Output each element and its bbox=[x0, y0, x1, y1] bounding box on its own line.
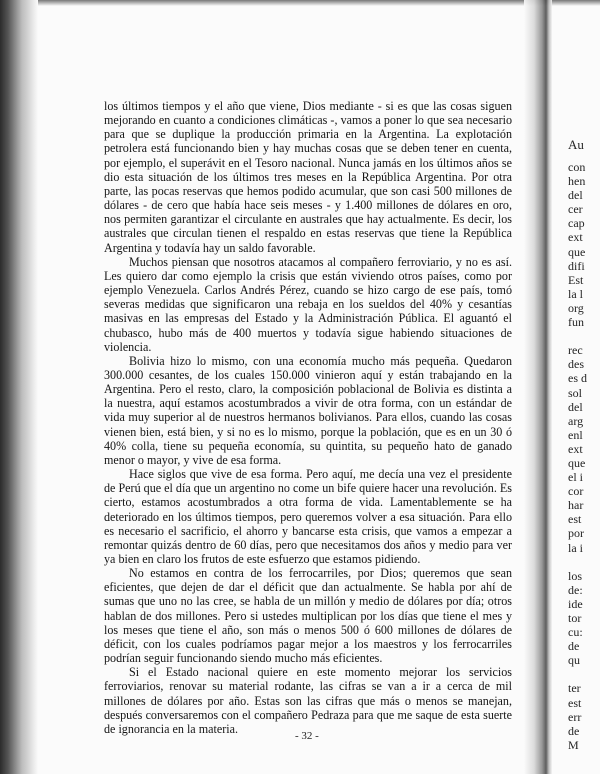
right-page-fragment: tor bbox=[568, 611, 582, 625]
right-page-fragment: cer bbox=[568, 202, 583, 217]
right-page-fragment: los bbox=[568, 568, 583, 583]
right-page-fragment: hen bbox=[568, 174, 586, 189]
right-page-fragment: con bbox=[568, 160, 586, 174]
right-page-fragment: de bbox=[568, 723, 580, 738]
right-page-fragment: enl bbox=[568, 427, 583, 442]
right-page-fragment: Au bbox=[568, 138, 584, 152]
paragraph-2: Muchos piensan que nosotros atacamos al compañero ferroviario, y no es así. Les quiero dar como ejemplo la crisis que están viviendo otros países, como por ejemplo Venezuela. Carlos Andrés Pérez, cuando se hizo cargo de ese país, tomó severas medidas que significaron una rebaja en los sueldos del 40% y cesantías masivas en las empresas del Estado y la Administración Pública. El aguantó el chubasco, hubo más de 400 muertos y todavía sigue habiendo situaciones de violencia. bbox=[104, 254, 512, 354]
paragraph-3: Bolivia hizo lo mismo, con una economía mucho más pequeña. Quedaron 300.000 cesantes, de los cuales 150.000 vinieron aquí y están trabajando en la Argentina. Pero el resto, claro, la composición poblacional de Bolivia es distinta a la nuestra, aquí estamos acostumbrados a vivir de otra forma, con un estándar de vida muy superior al de nuestros hermanos bolivianos. Para ellos, cuando las cosas vienen bien, está bien, y si no es lo mismo, porque la población, que es en un 30 ó 40% colla, tiene su pequeña economía, su quintita, su pequeño hato de ganado menor o mayor, y vive de esa forma. bbox=[104, 353, 512, 467]
right-page-fragment: cap bbox=[568, 216, 585, 231]
right-page-fragment: la l bbox=[568, 286, 583, 301]
paragraph-6: Si el Estado nacional quiere en este momento mejorar los servicios ferroviarios, renovar su material rodante, las cifras se van a ir a cerca de mil millones de dólares por año. Estas son las cifras que más o menos se manejan, después conversaremos con el compañero Pedraza para que me saque de esta suerte de ignorancia en la materia. bbox=[104, 665, 512, 736]
right-page-fragment: sol bbox=[568, 385, 583, 400]
right-page-fragment: cor bbox=[568, 484, 584, 499]
right-page-fragment: del bbox=[568, 399, 583, 414]
right-page-fragment: qu bbox=[568, 653, 580, 668]
right-page-fragment bbox=[568, 329, 600, 343]
right-page-fragment: de bbox=[568, 639, 580, 654]
right-page-fragment: Est bbox=[568, 272, 584, 287]
right-page-fragment: ext bbox=[568, 441, 583, 456]
right-page-fragment: del bbox=[568, 188, 583, 203]
right-page-edge-text bbox=[568, 138, 600, 752]
right-page-fragment: difi bbox=[568, 258, 585, 273]
right-page-fragment: err bbox=[568, 709, 582, 724]
right-page-fragment: de: bbox=[568, 582, 583, 597]
right-page-fragment: har bbox=[568, 498, 584, 513]
right-page-fragment: des bbox=[568, 357, 584, 372]
right-page-fragment: M bbox=[568, 737, 579, 752]
right-page-fragment: arg bbox=[568, 413, 584, 428]
right-page-fragment: que bbox=[568, 244, 586, 259]
right-page-fragment: fun bbox=[568, 315, 584, 330]
right-page-fragment: que bbox=[568, 455, 586, 470]
right-page-fragment: est bbox=[568, 695, 582, 710]
scan-left-edge-shadow bbox=[0, 0, 38, 774]
right-page-fragment: cu: bbox=[568, 625, 583, 640]
right-page-fragment: es d bbox=[568, 371, 587, 386]
paragraph-1: los últimos tiempos y el año que viene, Dios mediante - si es que las cosas siguen mejorando en cuanto a condiciones climáticas -, vamos a poner lo que sea necesario para que se duplique la producción primaria en la Argentina. La explotación petrolera está funcionando bien y hay muchas cosas que se deben tener en cuenta, por ejemplo, el superávit en el Tesoro nacional. Nunca jamás en los últimos años se dio esta situación de los últimos tres meses en la República Argentina. Por otra parte, las pocas reservas que hemos podido acumular, que son casi 500 millones de dólares - de cero que había hace seis meses - y 1.400 millones de dólares en oro, nos permiten garantizar el circulante en australes que hay actualmente. Es decir, los australes que circulan tienen el respaldo en estas reservas que tiene la República Argentina y todavía hay un saldo favorable. bbox=[104, 99, 512, 255]
right-page-fragment: el i bbox=[568, 470, 583, 485]
main-text-block bbox=[104, 99, 512, 736]
right-page-fragment: la i bbox=[568, 540, 583, 555]
right-page-fragment: est bbox=[568, 512, 582, 527]
right-page-fragment: rec bbox=[568, 343, 583, 358]
paragraph-4: Hace siglos que vive de esa forma. Pero aquí, me decía una vez el presidente de Perú que el día que un argentino no come un bife quiere hacer una revolución. Es cierto, estamos acostumbrados a otra forma de vida. Lamentablemente se ha deteriorado en los últimos tiempos, pero queremos volver a esa situación. Para ello es necesario el sacrificio, el ahorro y bancarse esta crisis, que vamos a empezar a remontar quizás dentro de 60 días, pero que necesitamos dos años y medio para ver ya bien en claro los frutos de este esfuerzo que estamos pidiendo. bbox=[104, 467, 512, 566]
right-page-fragment: org bbox=[568, 300, 584, 315]
scan-top-shadow bbox=[0, 0, 600, 6]
book-gutter-shadow bbox=[524, 0, 552, 774]
paragraph-5: No estamos en contra de los ferrocarriles, por Dios; queremos que sean eficientes, que dejen de dar el déficit que dan actualmente. Se habla por ahí de sumas que uno no las cree, se habla de un millón y medio de dólares por día; otros hablan de dos millones. Pero si ustedes multiplican por los días que tiene el mes y los meses que tiene el año, son más o menos 500 ó 600 millones de dólares de déficit, con los cuales podríamos pagar mejor a los maestros y los ferrocarriles podrían seguir funcionando siendo mucho más eficientes. bbox=[104, 566, 512, 666]
right-page-fragment: ter bbox=[568, 681, 581, 696]
page-number: - 32 - bbox=[295, 730, 319, 742]
right-page-fragment: ext bbox=[568, 230, 583, 245]
right-page-fragment bbox=[568, 667, 600, 681]
right-page-fragment: por bbox=[568, 526, 584, 541]
right-page-fragment: ide bbox=[568, 596, 583, 611]
right-page-fragment bbox=[568, 555, 600, 569]
